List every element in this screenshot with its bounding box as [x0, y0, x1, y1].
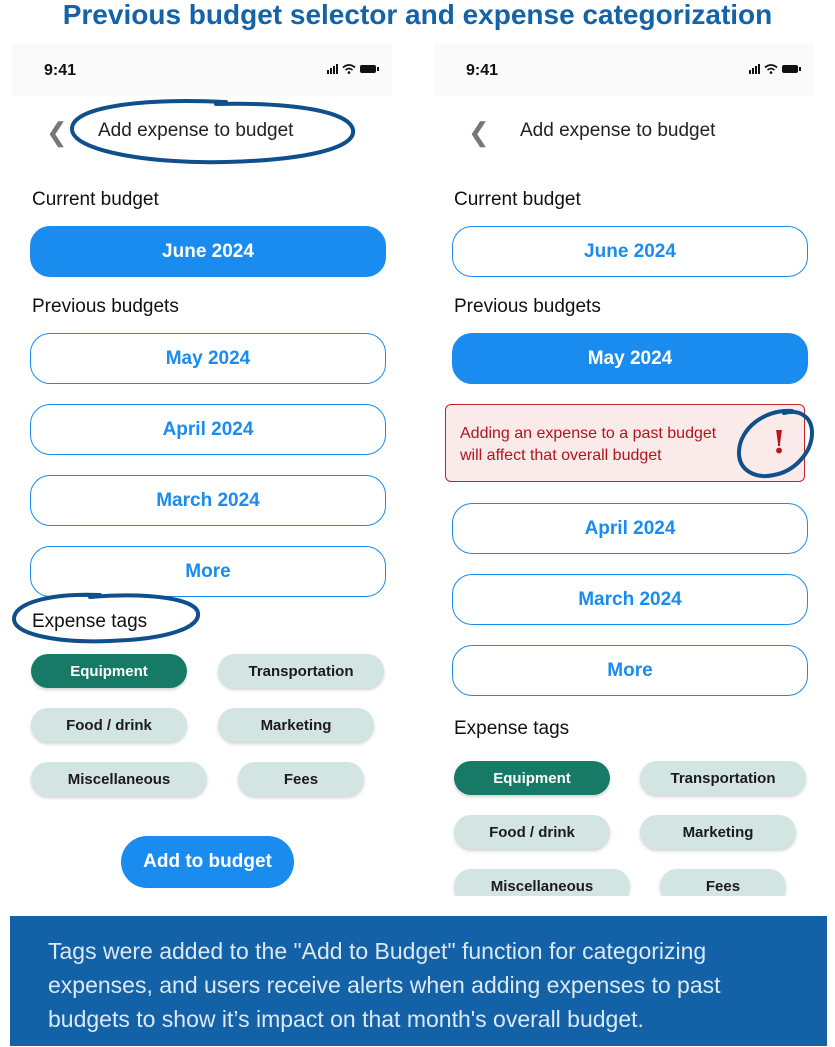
status-bar [434, 44, 814, 96]
budget-april-2024-button[interactable]: April 2024 [452, 503, 808, 554]
expense-tags-label: Expense tags [32, 611, 148, 632]
signal-icon [749, 64, 760, 74]
more-budgets-button[interactable]: More [452, 645, 808, 696]
budget-may-2024-button[interactable]: May 2024 [30, 333, 386, 384]
tag-marketing[interactable]: Marketing [640, 815, 796, 849]
budget-may-2024-button[interactable]: May 2024 [452, 333, 808, 384]
status-icons [749, 64, 798, 74]
right-phone-screen [434, 44, 814, 896]
add-to-budget-button[interactable]: Add to budget [121, 836, 294, 888]
exclamation-icon: ! [772, 423, 787, 461]
tag-fees[interactable]: Fees [660, 869, 786, 896]
battery-icon [360, 65, 376, 73]
alert-message-line2: will affect that overall budget [460, 447, 662, 464]
tag-equipment[interactable]: Equipment [454, 761, 610, 795]
budget-march-2024-button[interactable]: March 2024 [452, 574, 808, 625]
chevron-left-icon[interactable]: ❮ [468, 117, 490, 147]
past-budget-alert [445, 404, 805, 482]
wifi-icon [342, 64, 356, 74]
tag-miscellaneous[interactable]: Miscellaneous [31, 762, 207, 796]
status-icons [327, 64, 376, 74]
signal-icon [327, 64, 338, 74]
chevron-left-icon[interactable]: ❮ [46, 117, 68, 147]
current-budget-label: Current budget [32, 189, 159, 210]
alert-message [460, 423, 760, 467]
more-budgets-button[interactable]: More [30, 546, 386, 597]
nav-title: Add expense to budget [98, 120, 294, 141]
left-phone-screen [12, 44, 392, 896]
status-bar [12, 44, 392, 96]
wifi-icon [764, 64, 778, 74]
expense-tags-label: Expense tags [454, 718, 570, 739]
tag-transportation[interactable]: Transportation [640, 761, 806, 795]
current-budget-label: Current budget [454, 189, 581, 210]
status-time: 9:41 [44, 62, 77, 79]
previous-budgets-label: Previous budgets [454, 296, 601, 317]
alert-message-line1: Adding an expense to a past budget [460, 425, 717, 442]
tag-transportation[interactable]: Transportation [218, 654, 384, 688]
budget-june-2024-button[interactable]: June 2024 [30, 226, 386, 277]
tag-marketing[interactable]: Marketing [218, 708, 374, 742]
status-time: 9:41 [466, 62, 499, 79]
tag-fees[interactable]: Fees [238, 762, 364, 796]
budget-april-2024-button[interactable]: April 2024 [30, 404, 386, 455]
tag-miscellaneous[interactable]: Miscellaneous [454, 869, 630, 896]
previous-budgets-label: Previous budgets [32, 296, 179, 317]
budget-june-2024-button[interactable]: June 2024 [452, 226, 808, 277]
caption-text: Tags were added to the "Add to Budget" function for categorizing expenses, and users receive alerts when adding expenses to past budgets to show it’s impact on that month's overall budget. [48, 938, 721, 1032]
battery-icon [782, 65, 798, 73]
tag-food-drink[interactable]: Food / drink [454, 815, 610, 849]
budget-march-2024-button[interactable]: March 2024 [30, 475, 386, 526]
caption-banner [10, 916, 827, 1046]
nav-title: Add expense to budget [520, 120, 716, 141]
tag-equipment[interactable]: Equipment [31, 654, 187, 688]
page-heading: Previous budget selector and expense categorization [62, 0, 773, 30]
tag-food-drink[interactable]: Food / drink [31, 708, 187, 742]
